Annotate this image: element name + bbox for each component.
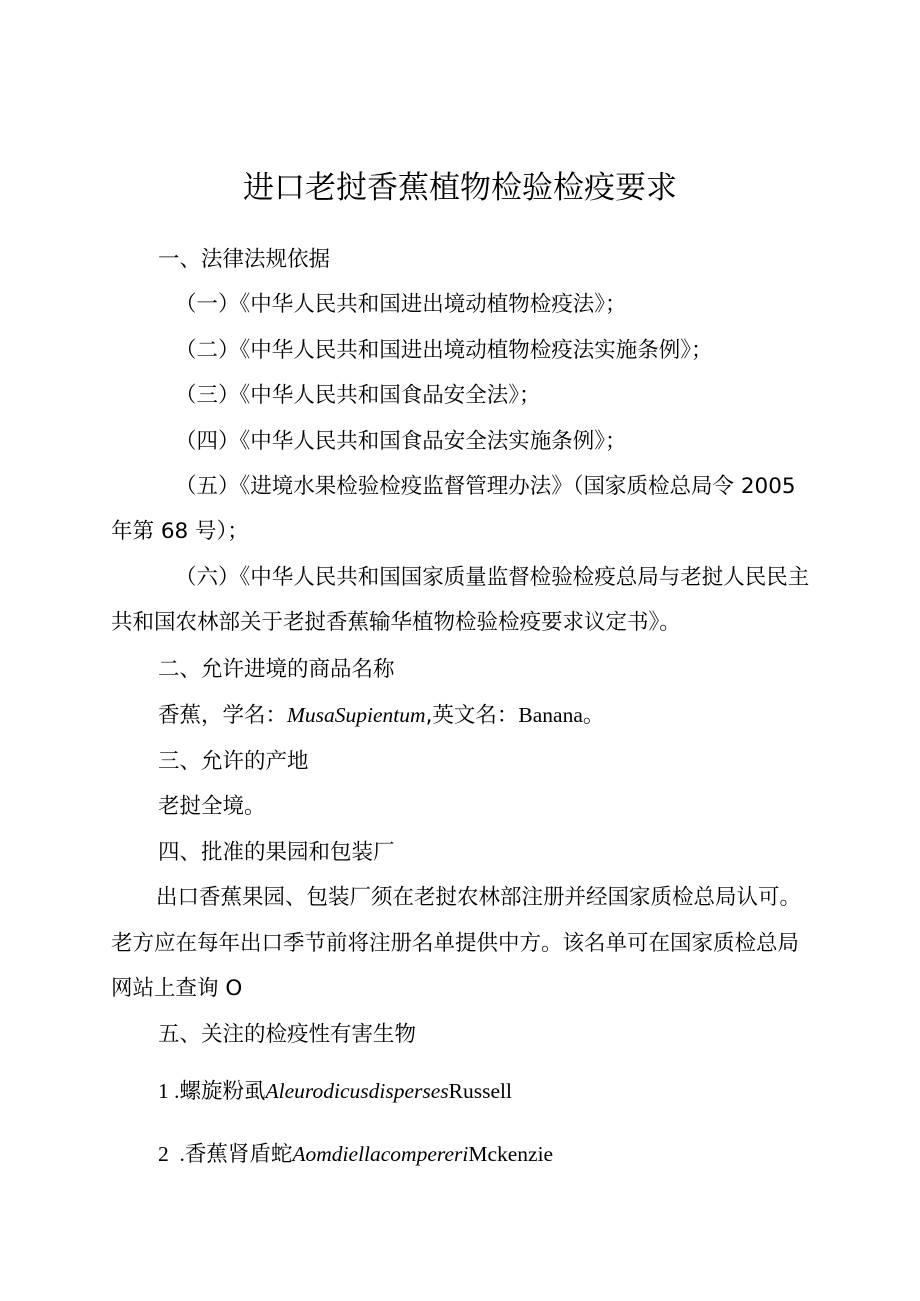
commodity-english-name: Banana: [518, 703, 583, 727]
legal-item-2: （二）《中华人民共和国进出境动植物检疫法实施条例》；: [175, 338, 713, 363]
pest-author: Mckenzie: [468, 1142, 554, 1166]
legal-item-5-line1: （五）《进境水果检验检疫监督管理办法》（国家质检总局令 2005: [175, 474, 796, 499]
commodity-prefix: 香蕉，学名：: [158, 703, 288, 728]
pest-number: 2: [158, 1142, 169, 1166]
legal-item-3: （三）《中华人民共和国食品安全法》；: [175, 383, 541, 408]
legal-item-6-line1: （六）《中华人民共和国国家质量监督检验检疫总局与老挝人民民主: [175, 565, 810, 590]
orchards-paragraph-line2: 老方应在每年出口季节前将注册名单提供中方。该名单可在国家质检总局: [111, 931, 800, 956]
pest-item-1: [158, 1076, 512, 1107]
pest-common-name: 香蕉肾盾蛇: [184, 1142, 293, 1167]
pest-common-name: 螺旋粉虱: [179, 1079, 266, 1104]
orchards-paragraph-line1: 出口香蕉果园、包装厂须在老挝农林部注册并经国家质检总局认可。: [156, 885, 802, 910]
legal-item-5-line2: 年第 68 号）；: [111, 519, 249, 544]
pest-number: 1: [158, 1079, 169, 1103]
pest-author: Russell: [448, 1079, 512, 1103]
pest-dot: .: [168, 1079, 180, 1103]
section-heading-approved-orchards: 四、批准的果园和包装厂: [158, 840, 395, 865]
legal-item-4: （四）《中华人民共和国食品安全法实施条例》；: [175, 429, 627, 454]
commodity-suffix: 。: [582, 703, 605, 728]
pest-scientific-name: Aleurodicusdisperses: [265, 1079, 449, 1103]
orchards-paragraph-line3: 网站上查询 O: [111, 976, 243, 1001]
origin-text: 老挝全境。: [158, 794, 266, 819]
document-title: 进口老挝香蕉植物检验检疫要求: [243, 170, 677, 206]
commodity-middle: ,英文名：: [425, 703, 519, 728]
section-heading-legal-basis: 一、法律法规依据: [158, 247, 331, 272]
section-heading-permitted-commodity: 二、允许进境的商品名称: [158, 657, 395, 682]
commodity-name-line: [158, 700, 604, 731]
commodity-scientific-name: MusaSupientum: [287, 703, 426, 727]
legal-item-6-line2: 共和国农林部关于老挝香蕉输华植物检验检疫要求议定书》。: [111, 610, 681, 635]
pest-item-2: [158, 1139, 553, 1170]
pest-dot: .: [168, 1142, 185, 1166]
section-heading-quarantine-pests: 五、关注的检疫性有害生物: [158, 1022, 417, 1047]
section-heading-permitted-origin: 三、允许的产地: [158, 749, 309, 774]
legal-item-1: （一）《中华人民共和国进出境动植物检疫法》；: [175, 292, 627, 317]
pest-scientific-name: Aomdiellacompereri: [292, 1142, 469, 1166]
